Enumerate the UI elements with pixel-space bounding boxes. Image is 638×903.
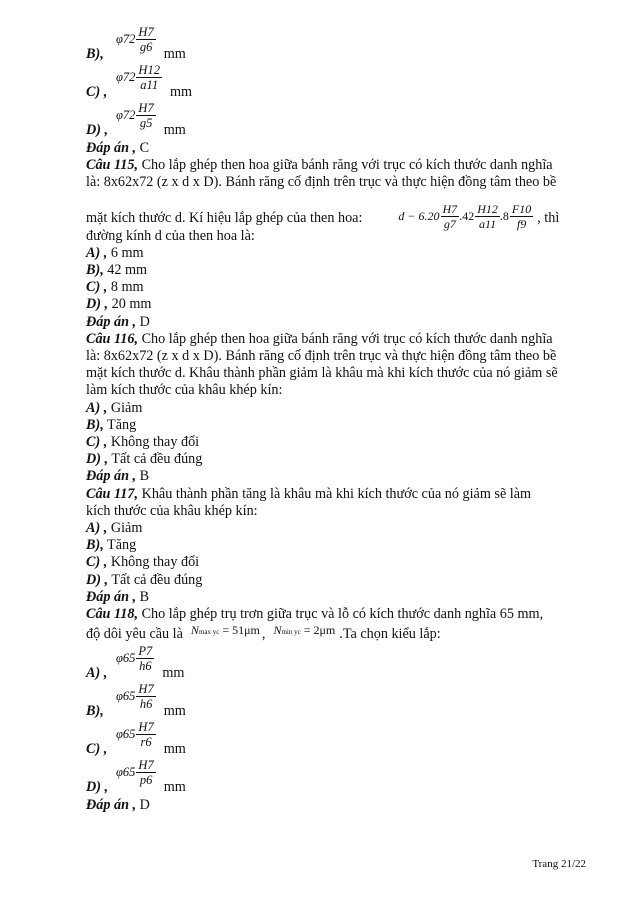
option-d-fit [86,102,592,140]
document-page [86,25,592,814]
unit: mm [163,45,186,62]
fit-expression: φ72 $\frac{H12}{a11}$ [116,63,160,92]
n-max-expression: N max yc = 51μm [190,622,260,637]
unit: mm [163,121,186,138]
option-label: B), [86,45,104,62]
fit-fraction: $\frac{H7}{g5}$ [138,101,154,130]
option-d: D) , Tất cả đều đúng [86,571,203,588]
unit: mm [163,703,186,720]
question-text: là: 8x62x72 (z x d x D). Bánh răng cố định trên trục và thực hiện đồng tâm theo bề [86,348,557,365]
question-number: Câu 116, [86,330,139,347]
answer-line: Đáp án , C [86,140,150,156]
option-a-fit [86,645,592,683]
fit-expression: φ65 $\frac{H7}{r6}$ [116,720,154,750]
option-c-fit [86,721,592,759]
question-number: Câu 117, [86,485,139,502]
question-text-with-formula: mặt kích thước d. Kí hiệu lắp ghép của then hoa: d − 6.20 $\frac{H7}{g7}$ .42 $\frac{H12}{a11}$ .8 $\frac{F10}{f9}$ , thì [86,201,560,231]
question-text: đường kính d của then hoa là: [86,227,255,244]
fit-expression: φ72 $\frac{H7}{g5}$ [116,101,154,130]
option-label: B), [86,703,104,720]
option-d-fit [86,759,592,797]
option-label: C) , [86,741,108,758]
question-number: Câu 118, [86,606,139,623]
fit-fraction: $\frac{P7}{h6}$ [138,644,153,674]
answer-line: Đáp án , D [86,797,150,814]
option-label: C) , [86,83,108,100]
question-115: Câu 115, Cho lắp ghép then hoa giữa bánh răng với trục có kích thước danh nghĩa [86,157,553,174]
option-c: C) , 8 mm [86,279,144,296]
option-b: B), Tăng [86,537,137,554]
fit-fraction: $\frac{H12}{a11}$ [138,63,160,92]
question-text: làm kích thước của khâu khép kín: [86,382,283,399]
option-a: A) , Giảm [86,520,143,537]
answer-line: Đáp án , B [86,468,150,485]
option-d: D) , Tất cả đều đúng [86,451,203,468]
option-a: A) , Giảm [86,399,143,416]
fit-expression: φ72 $\frac{H7}{g6}$ [116,25,154,54]
question-118: Câu 118, Cho lắp ghép trụ trơn giữa trục và lỗ có kích thước danh nghĩa 65 mm, [86,606,544,623]
question-text: kích thước của khâu khép kín: [86,502,258,519]
question-116: Câu 116, Cho lắp ghép then hoa giữa bánh răng với trục có kích thước danh nghĩa [86,330,553,347]
fit-fraction: $\frac{H7}{g6}$ [138,25,154,54]
interference-requirement: độ dôi yêu cầu là N max yc = 51μm , N min yc = 2μm .Ta chọn kiểu lắp: [86,622,441,642]
option-c: C) , Không thay đổi [86,554,200,571]
option-c: C) , Không thay đổi [86,434,200,451]
option-d: D) , 20 mm [86,296,152,313]
option-b-fit [86,25,592,64]
unit: mm [163,779,186,796]
option-a: A) , 6 mm [86,244,144,261]
fit-fraction: $\frac{H7}{h6}$ [138,682,154,712]
option-label: D) , [86,121,109,138]
unit: mm [163,741,186,758]
option-b: B), Tăng [86,416,137,433]
fit-fraction: $\frac{H7}{r6}$ [138,720,154,750]
question-number: Câu 115, [86,157,139,174]
spline-fit-formula: d − 6.20 $\frac{H7}{g7}$ .42 $\frac{H12}{a11}$ .8 $\frac{F10}{f9}$ [398,201,532,231]
option-b: B), 42 mm [86,262,148,279]
fit-expression: φ65 $\frac{P7}{h6}$ [116,644,153,674]
question-117: Câu 117, Khâu thành phần tăng là khâu mà khi kích thước của nó giảm sẽ làm [86,485,532,502]
answer-line: Đáp án , B [86,588,150,605]
unit: mm [169,83,193,100]
option-b-fit [86,683,592,721]
unit: mm [162,665,185,682]
question-text: là: 8x62x72 (z x d x D). Bánh răng cố định trên trục và thực hiện đồng tâm theo bề [86,174,557,191]
fit-fraction: $\frac{H7}{p6}$ [138,758,154,788]
fit-expression: φ65 $\frac{H7}{p6}$ [116,758,154,788]
option-label: D) , [86,779,109,796]
option-c-fit [86,64,592,102]
answer-line: Đáp án , D [86,313,150,330]
fit-expression: φ65 $\frac{H7}{h6}$ [116,682,154,712]
n-min-expression: N min yc = 2μm [273,622,336,637]
option-label: A) , [86,665,108,682]
page-number: Trang 21/22 [532,858,586,870]
question-text: mặt kích thước d. Khâu thành phần giảm là khâu mà khi kích thước của nó giảm sẽ [86,365,558,382]
